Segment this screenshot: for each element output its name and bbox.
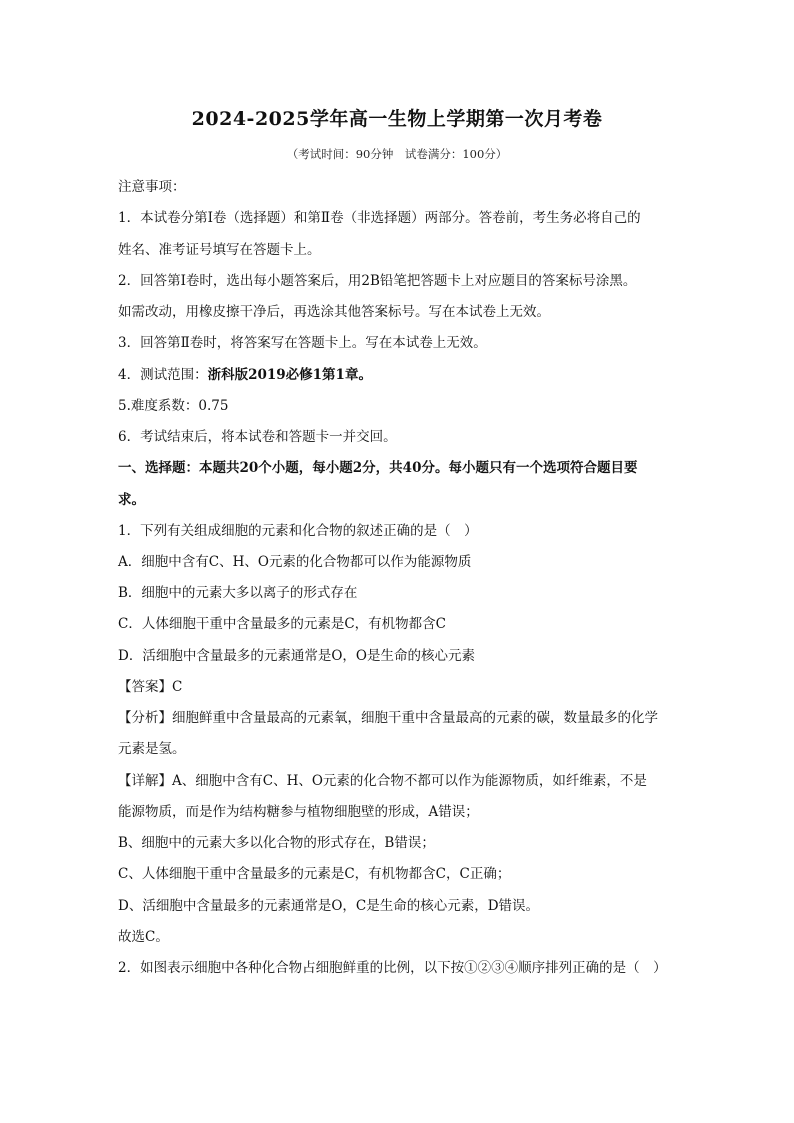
note-1-line-1: 1．本试卷分第Ⅰ卷（选择题）和第Ⅱ卷（非选择题）两部分。答卷前，考生务必将自己的 <box>118 210 641 226</box>
question-1-option-c: C．人体细胞干重中含量最多的元素是C，有机物都含C <box>118 616 446 632</box>
question-2-stem: 2．如图表示细胞中各种化合物占细胞鲜重的比例，以下按①②③④顺序排列正确的是（ ） <box>118 960 667 976</box>
question-1-detail-line-1: 【详解】A、细胞中含有C、H、O元素的化合物不都可以作为能源物质，如纤维素，不是 <box>118 773 647 789</box>
question-1-conclusion: 故选C。 <box>118 929 169 945</box>
question-1-analysis-line-2: 元素是氢。 <box>118 741 186 757</box>
notes-heading: 注意事项： <box>118 179 186 195</box>
question-1-analysis-line-1: 【分析】细胞鲜重中含量最高的元素氧，细胞干重中含量最高的元素的碳，数量最多的化学 <box>118 710 658 726</box>
question-1-option-d: D．活细胞中含量最多的元素通常是O，O是生命的核心元素 <box>118 648 475 664</box>
note-3: 3．回答第Ⅱ卷时，将答案写在答题卡上。写在本试卷上无效。 <box>118 335 487 351</box>
section-heading-line-1: 一、选择题：本题共20个小题，每小题2分，共40分。每小题只有一个选项符合题目要 <box>118 460 638 476</box>
question-1-option-a: A．细胞中含有C、H、O元素的化合物都可以作为能源物质 <box>118 554 472 570</box>
note-5: 5.难度系数：0.75 <box>118 398 229 414</box>
question-1-detail-c: C、人体细胞干重中含量最多的元素是C，有机物都含C，C正确； <box>118 866 511 882</box>
question-1-detail-b: B、细胞中的元素大多以化合物的形式存在，B错误； <box>118 835 435 851</box>
question-1-detail-d: D、活细胞中含量最多的元素通常是O，C是生命的核心元素，D错误。 <box>118 898 540 914</box>
note-4 <box>118 366 698 384</box>
section-heading-line-2: 求。 <box>118 492 145 508</box>
note-2-line-2: 如需改动，用橡皮擦干净后，再选涂其他答案标号。写在本试卷上无效。 <box>118 304 550 320</box>
note-1-line-2: 姓名、准考证号填写在答题卡上。 <box>118 242 321 258</box>
question-1-detail-line-2: 能源物质，而是作为结构糖参与植物细胞壁的形成，A错误； <box>118 804 479 820</box>
question-1-option-b: B．细胞中的元素大多以离子的形式存在 <box>118 585 358 601</box>
note-2-line-1: 2．回答第Ⅰ卷时，选出每小题答案后，用2B铅笔把答题卡上对应题目的答案标号涂黑。 <box>118 273 637 289</box>
note-4-prefix: 4．测试范围： <box>118 367 208 383</box>
question-1-answer: 【答案】C <box>118 679 183 695</box>
note-6: 6．考试结束后，将本试卷和答题卡一并交回。 <box>118 429 397 445</box>
note-4-scope: 浙科版2019必修1第1章。 <box>207 367 372 383</box>
exam-info: （考试时间：90分钟 试卷满分：100分） <box>286 147 508 161</box>
page-title: 2024-2025学年高一生物上学期第一次月考卷 <box>191 108 603 130</box>
question-1-stem: 1．下列有关组成细胞的元素和化合物的叙述正确的是（ ） <box>118 523 478 539</box>
